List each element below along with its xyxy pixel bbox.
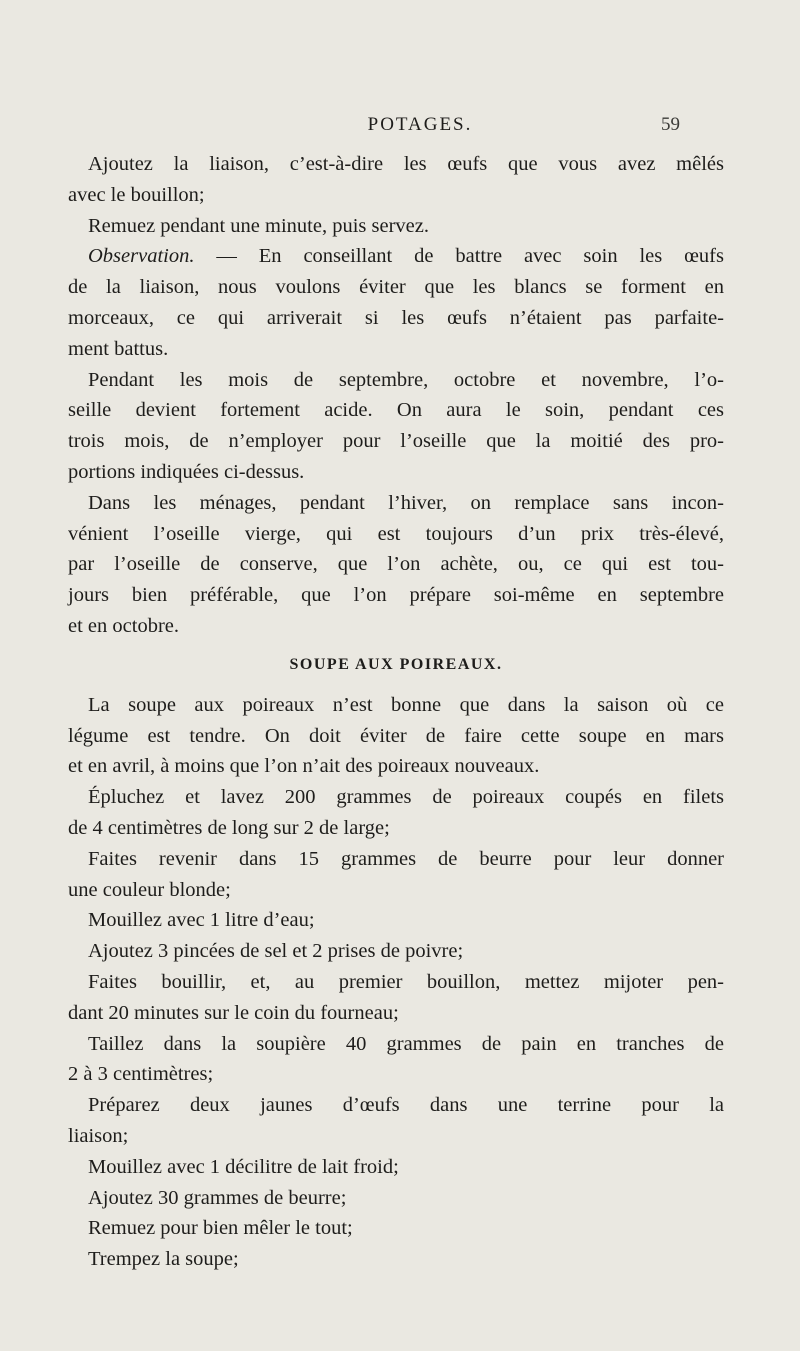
text-line: Trempez la soupe;: [88, 1248, 239, 1271]
text-line: liaison;: [68, 1124, 129, 1147]
text-line: Remuez pendant une minute, puis servez.: [88, 214, 429, 237]
text-line: Remuez pour bien mêler le tout;: [88, 1217, 353, 1240]
text-line: portions indiquées ci-dessus.: [68, 460, 305, 483]
text-line: légume est tendre. On doit éviter de faire cette soupe en mars: [68, 724, 724, 747]
text-line: Ajoutez 30 grammes de beurre;: [88, 1186, 347, 1209]
text-line: de 4 centimètres de long sur 2 de large;: [68, 816, 390, 839]
text-line: Ajoutez 3 pincées de sel et 2 prises de poivre;: [88, 940, 464, 963]
text-line: Ajoutez la liaison, c’est-à-dire les œufs que vous avez mêlés: [88, 153, 724, 175]
observation-text: — En conseillant de battre avec soin les œufs: [194, 245, 724, 268]
text-line: Pendant les mois de septembre, octobre et novembre, l’o-: [88, 368, 724, 391]
text-line: une couleur blonde;: [68, 878, 231, 901]
text-line: Dans les ménages, pendant l’hiver, on remplace sans incon-: [88, 491, 724, 514]
running-header: [160, 114, 680, 140]
text-line: 2 à 3 centimètres;: [68, 1063, 214, 1086]
text-line: Mouillez avec 1 litre d’eau;: [88, 909, 315, 932]
text-line: seille devient fortement acide. On aura le soin, pendant ces: [68, 399, 724, 422]
text-line: Faites revenir dans 15 grammes de beurre pour leur donner: [88, 847, 724, 870]
section-heading: SOUPE AUX POIREAUX.: [289, 655, 503, 673]
text-line: avec le bouillon;: [68, 183, 205, 206]
text-line: Épluchez et lavez 200 grammes de poireaux coupés en filets: [88, 786, 724, 809]
page-number: 59: [661, 114, 680, 135]
text-line: Mouillez avec 1 décilitre de lait froid;: [88, 1155, 399, 1178]
observation-label: Observation.: [88, 245, 195, 268]
body-text: [68, 149, 724, 1275]
text-line: morceaux, ce qui arriverait si les œufs n’étaient pas parfaite-: [68, 306, 724, 329]
running-title: POTAGES.: [367, 114, 473, 135]
text-line: ment battus.: [68, 337, 169, 360]
text-line: Taillez dans la soupière 40 grammes de pain en tranches de: [88, 1032, 724, 1055]
text-line: dant 20 minutes sur le coin du fourneau;: [68, 1001, 399, 1024]
text-line: jours bien préférable, que l’on prépare soi-même en septembre: [68, 584, 724, 607]
text-line: par l’oseille de conserve, que l’on achète, ou, ce qui est tou-: [68, 553, 724, 576]
text-line: trois mois, de n’employer pour l’oseille que la moitié des pro-: [68, 430, 724, 453]
text-line: et en avril, à moins que l’on n’ait des poireaux nouveaux.: [68, 755, 540, 778]
text-line: et en octobre.: [68, 614, 179, 637]
text-line: Faites bouillir, et, au premier bouillon, mettez mijoter pen-: [88, 970, 724, 993]
observation-line: [68, 241, 724, 272]
text-line: La soupe aux poireaux n’est bonne que dans la saison où ce: [88, 693, 724, 716]
text-line: Préparez deux jaunes d’œufs dans une terrine pour la: [88, 1094, 724, 1117]
text-line: vénient l’oseille vierge, qui est toujours d’un prix très-élevé,: [68, 522, 724, 545]
text-line: de la liaison, nous voulons éviter que les blancs se forment en: [68, 276, 724, 299]
